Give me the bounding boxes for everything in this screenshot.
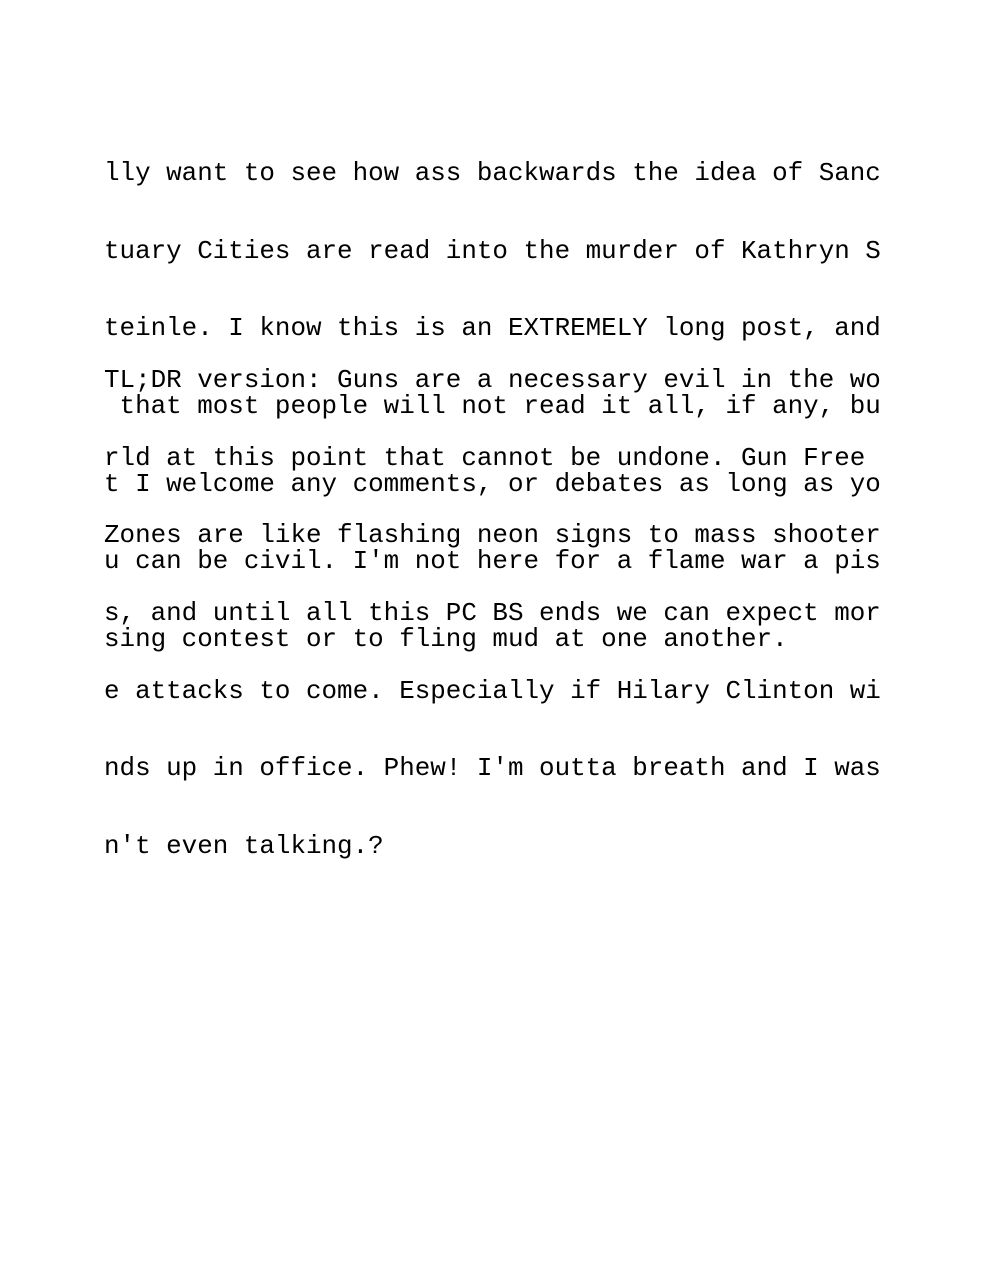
text-line: t I welcome any comments, or debates as long as yo	[104, 468, 881, 499]
text-line: u can be civil. I'm not here for a flame war a pis	[104, 546, 881, 577]
text-line: rld at this point that cannot be undone. Gun Free	[104, 442, 881, 473]
text-line: n't even talking.?	[104, 831, 384, 862]
text-line: TL;DR version: Guns are a necessary evil in the wo	[104, 364, 881, 395]
text-line: s, and until all this PC BS ends we can expect mor	[104, 597, 881, 628]
paragraph-tldr	[104, 313, 904, 912]
text-line: that most people will not read it all, if any, bu	[104, 390, 881, 421]
text-line: nds up in office. Phew! I'm outta breath and I was	[104, 753, 881, 784]
text-line: tuary Cities are read into the murder of Kathryn S	[104, 235, 881, 266]
text-line: lly want to see how ass backwards the idea of Sanc	[104, 157, 881, 188]
text-line: sing contest or to fling mud at one another.	[104, 624, 788, 655]
text-line: teinle. I know this is an EXTREMELY long post, and	[104, 313, 881, 344]
text-line: e attacks to come. Especially if Hilary Clinton wi	[104, 675, 881, 706]
text-line: Zones are like flashing neon signs to mass shooter	[104, 520, 881, 551]
